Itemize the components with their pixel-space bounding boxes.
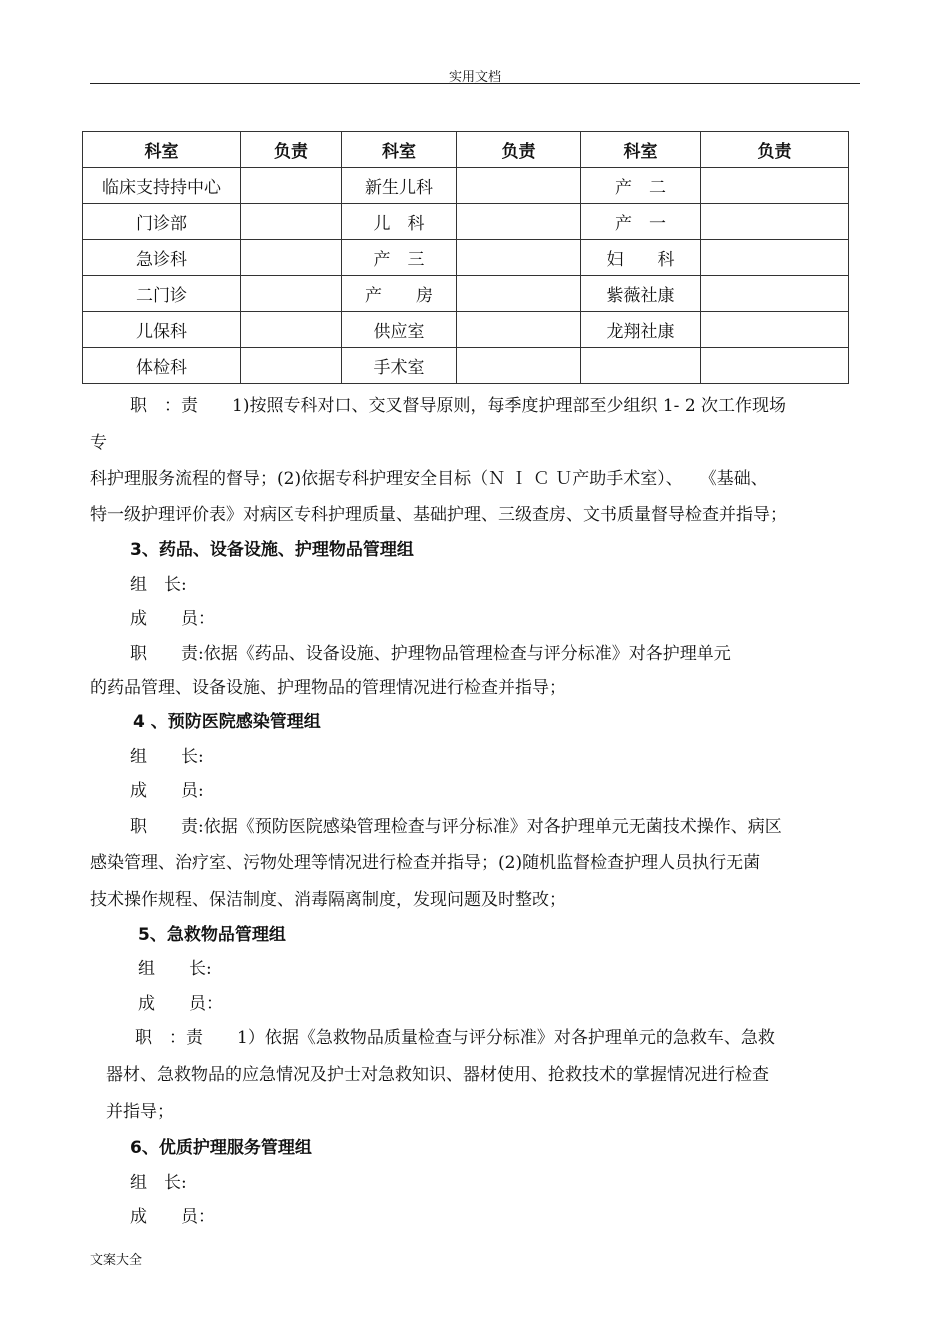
table-cell [241, 312, 342, 348]
table-header-row [83, 132, 849, 168]
table-row [83, 312, 849, 348]
duty-text: 感染管理、治疗室、污物处理等情况进行检查并指导；(2)随机监督检查护理人员执行无菌 [90, 853, 761, 873]
duty-text: 专 [90, 433, 107, 453]
table-cell [457, 276, 581, 312]
duty-text: 职 ：责 1）依据《急救物品质量检查与评分标准》对各护理单元的急救车、急救 [135, 1028, 775, 1048]
table-cell: 体检科 [83, 348, 241, 384]
table-cell: 手术室 [342, 348, 457, 384]
table-cell [701, 168, 849, 204]
members-label: 成 员： [138, 994, 223, 1014]
members-label: 成 员: [130, 781, 204, 801]
header-cell: 科室 [581, 132, 701, 168]
duty-text: 器材、急救物品的应急情况及护士对急救知识、器材使用、抢救技术的掌握情况进行检查 [106, 1065, 769, 1085]
table-row [83, 204, 849, 240]
header-rule [90, 83, 860, 84]
table-cell: 儿保科 [83, 312, 241, 348]
duty-text: 科护理服务流程的督导；(2)依据专科护理安全目标（Ｎ Ｉ Ｃ Ｕ产助手术室）、 《基础、 [90, 469, 768, 489]
table-cell: 二门诊 [83, 276, 241, 312]
table-cell [241, 204, 342, 240]
table-row [83, 168, 849, 204]
header-cell: 负责 [701, 132, 849, 168]
leader-label: 组 长: [130, 575, 187, 595]
section-heading: 6、优质护理服务管理组 [130, 1138, 312, 1158]
members-label: 成 员： [130, 609, 215, 629]
table-cell [241, 240, 342, 276]
section-heading: 4 、预防医院感染管理组 [133, 712, 321, 732]
table-cell: 急诊科 [83, 240, 241, 276]
table-cell: 妇 科 [581, 240, 701, 276]
table-cell: 紫薇社康 [581, 276, 701, 312]
table-cell [241, 348, 342, 384]
table-cell [701, 276, 849, 312]
header-cell: 科室 [83, 132, 241, 168]
page-header: 实用文档 [448, 70, 501, 85]
header-cell: 负责 [457, 132, 581, 168]
members-label: 成 员： [130, 1207, 215, 1227]
table-row [83, 240, 849, 276]
table-row [83, 348, 849, 384]
duty-text: 并指导； [106, 1102, 174, 1122]
table-cell: 产 二 [581, 168, 701, 204]
section-heading: 3、药品、设备设施、护理物品管理组 [130, 540, 414, 560]
table-cell: 产 三 [342, 240, 457, 276]
leader-label: 组 长: [130, 1173, 187, 1193]
header-cell: 负责 [241, 132, 342, 168]
header-cell: 科室 [342, 132, 457, 168]
table-cell [701, 312, 849, 348]
duty-text: 职 责:依据《药品、设备设施、护理物品管理检查与评分标准》对各护理单元 [130, 644, 731, 664]
duty-text: 特一级护理评价表》对病区专科护理质量、基础护理、三级查房、文书质量督导检查并指导； [90, 505, 787, 525]
leader-label: 组 长: [138, 959, 212, 979]
table-cell: 儿 科 [342, 204, 457, 240]
table-cell: 产 一 [581, 204, 701, 240]
table-cell [581, 348, 701, 384]
table-cell [457, 348, 581, 384]
table-cell [457, 168, 581, 204]
page-footer: 文案大全 [90, 1253, 143, 1268]
duty-text: 职 ：责 1)按照专科对口、交叉督导原则，每季度护理部至少组织 1- 2 次工作现场 [130, 396, 787, 416]
table-cell [701, 348, 849, 384]
table-cell: 新生儿科 [342, 168, 457, 204]
leader-label: 组 长: [130, 747, 204, 767]
duty-text: 技术操作规程、保洁制度、消毒隔离制度，发现问题及时整改； [90, 890, 566, 910]
table-cell [241, 276, 342, 312]
table-cell: 产 房 [342, 276, 457, 312]
table-cell [457, 240, 581, 276]
table-cell [701, 204, 849, 240]
table-row [83, 276, 849, 312]
duty-text: 的药品管理、设备设施、护理物品的管理情况进行检查并指导； [90, 678, 566, 698]
table-cell [457, 312, 581, 348]
section-heading: 5、急救物品管理组 [138, 925, 286, 945]
table-cell [457, 204, 581, 240]
table-cell: 龙翔社康 [581, 312, 701, 348]
table-cell: 门诊部 [83, 204, 241, 240]
table-cell: 临床支持持中心 [83, 168, 241, 204]
table-cell [701, 240, 849, 276]
department-table [82, 131, 849, 384]
table-cell: 供应室 [342, 312, 457, 348]
table-cell [241, 168, 342, 204]
duty-text: 职 责:依据《预防医院感染管理检查与评分标准》对各护理单元无菌技术操作、病区 [130, 817, 782, 837]
